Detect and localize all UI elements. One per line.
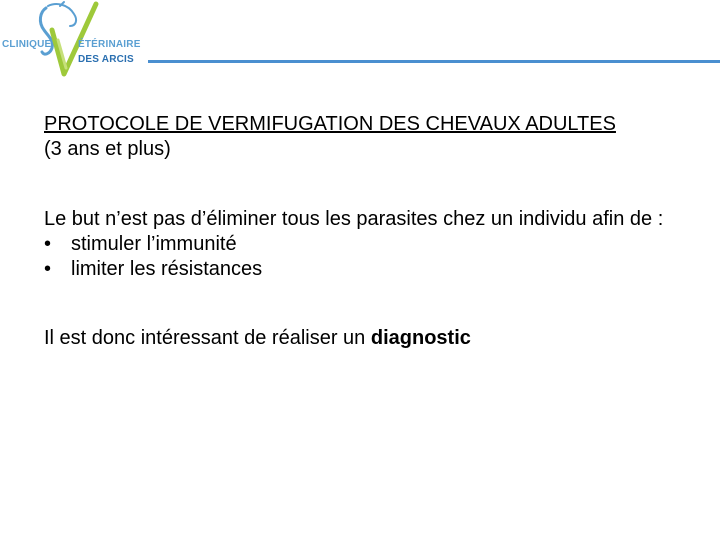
conclusion-text: Il est donc intéressant de réaliser un: [44, 327, 371, 349]
list-item-text: limiter les résistances: [71, 258, 263, 280]
list-item: [44, 257, 704, 282]
clinic-logo: [0, 0, 150, 84]
bullet-icon: •: [44, 258, 52, 280]
header-divider: [148, 60, 720, 63]
conclusion-paragraph: [44, 326, 704, 351]
list-item-text: stimuler l’immunité: [71, 233, 237, 255]
list-item: [44, 232, 704, 257]
intro-paragraph: Le but n’est pas d’éliminer tous les parasites chez un individu afin de :: [44, 208, 664, 230]
document-body: [44, 112, 704, 351]
document-title: PROTOCOLE DE VERMIFUGATION DES CHEVAUX ADULTES: [44, 113, 616, 135]
goal-list: [44, 232, 704, 282]
bullet-icon: •: [44, 233, 52, 255]
diagnostic-keyword: diagnostic: [370, 327, 471, 349]
logo-veterinaire-text: ÉTÉRINAIRE: [78, 39, 141, 50]
document-subtitle: (3 ans et plus): [44, 138, 171, 160]
logo-clinique-text: CLINIQUE: [2, 39, 52, 50]
logo-arcis-text: DES ARCIS: [78, 54, 134, 65]
